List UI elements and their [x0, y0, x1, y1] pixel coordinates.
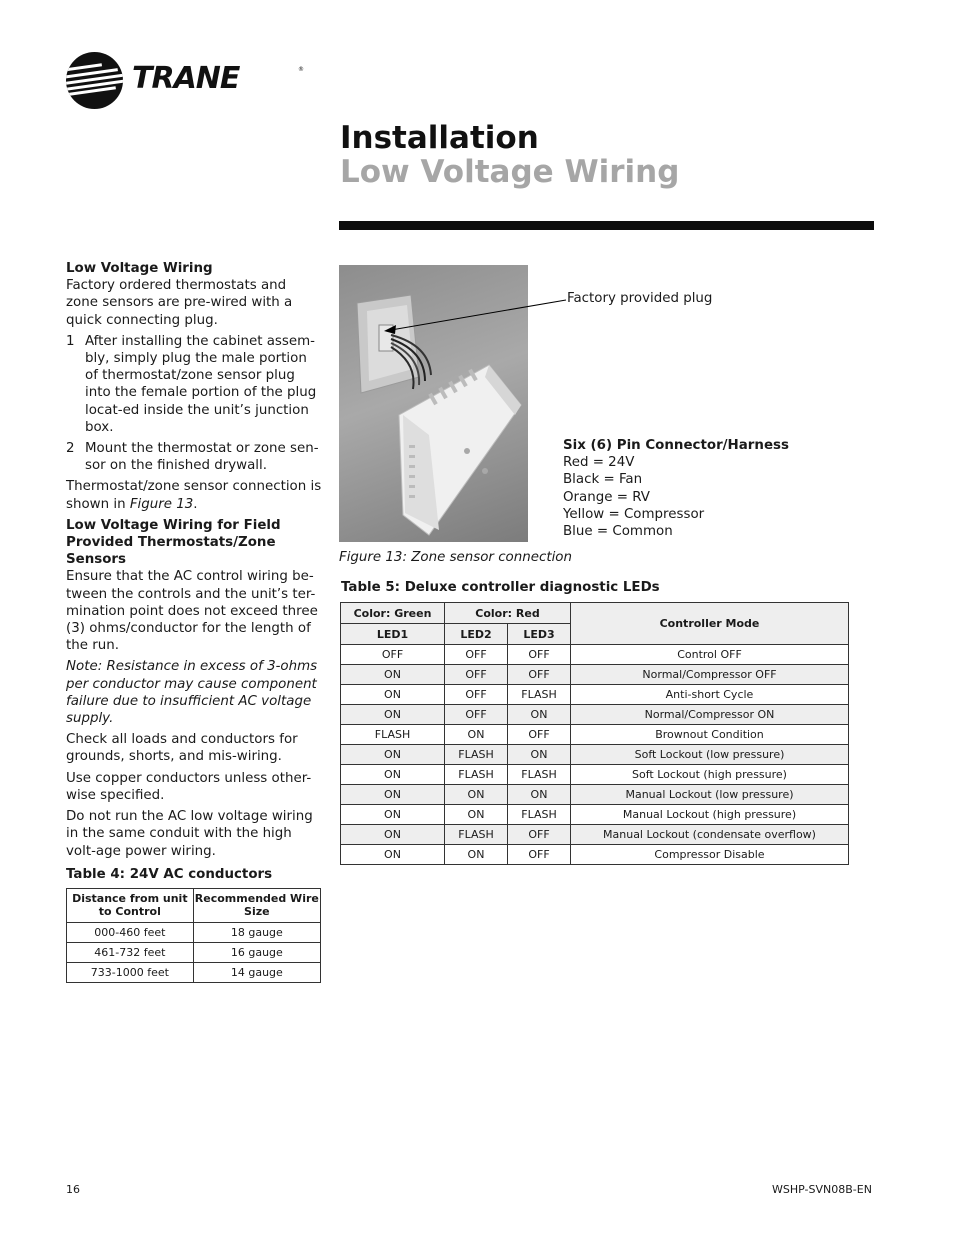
figure-reference-link[interactable]: Figure 13 — [129, 496, 194, 512]
diagnostic-table-body — [341, 645, 849, 865]
controller-mode-cell: Soft Lockout (low pressure) — [571, 745, 849, 765]
table-row — [341, 825, 849, 845]
section-heading-low-voltage: Low Voltage Wiring — [66, 261, 213, 276]
column-header: Recommended Wire Size — [193, 888, 320, 922]
led-state-cell: ON — [341, 845, 445, 865]
harness-line: Orange = RV — [563, 489, 650, 505]
section-heading-field-provided: Low Voltage Wiring for Field Provided Thermostats/Zone Sensors — [66, 517, 281, 568]
harness-legend — [563, 437, 789, 540]
led-state-cell: ON — [508, 745, 571, 765]
conductor-table — [66, 888, 321, 983]
column-header: Color: Red — [445, 603, 571, 624]
table-cell: 000-460 feet — [67, 922, 194, 942]
step-text: After installing the cabinet assem-bly, simply plug the male portion of thermostat/zone sensor plug into the female portion of the plug locat-ed inside the unit’s junction box. — [85, 333, 317, 435]
step-number: 2 — [66, 441, 75, 457]
table-cell: 18 gauge — [193, 922, 320, 942]
conduit-paragraph: Do not run the AC low voltage wiring in the same conduit with the high volt-age power wiring. — [66, 809, 313, 859]
table-row — [341, 765, 849, 785]
table-header-row — [341, 603, 849, 624]
trane-logo-mark — [66, 52, 123, 109]
led-state-cell: ON — [341, 685, 445, 705]
table-row — [341, 725, 849, 745]
controller-mode-cell: Control OFF — [571, 645, 849, 665]
table-row — [341, 685, 849, 705]
led-state-cell: OFF — [445, 665, 508, 685]
led-state-cell: OFF — [508, 725, 571, 745]
controller-mode-cell: Anti-short Cycle — [571, 685, 849, 705]
led-state-cell: ON — [508, 785, 571, 805]
table5-caption: Table 5: Deluxe controller diagnostic LEDs — [341, 580, 660, 595]
led-state-cell: FLASH — [341, 725, 445, 745]
logo-wordmark: TRANE — [132, 61, 240, 96]
step-item — [66, 333, 322, 436]
column-header: Color: Green — [341, 603, 445, 624]
diagnostic-table-wrapper — [340, 602, 849, 865]
resistance-note: Note: Resistance in excess of 3-ohms per conductor may cause component failure due to insufficient AC voltage supply. — [66, 659, 318, 727]
controller-mode-cell: Normal/Compressor OFF — [571, 665, 849, 685]
table-row — [341, 745, 849, 765]
table-cell: 733-1000 feet — [67, 962, 194, 982]
table-row — [67, 962, 321, 982]
led-state-cell: FLASH — [508, 805, 571, 825]
led-state-cell: FLASH — [508, 765, 571, 785]
led-state-cell: FLASH — [445, 765, 508, 785]
harness-line: Yellow = Compressor — [563, 506, 705, 522]
column-header: LED1 — [341, 624, 445, 645]
led-state-cell: ON — [445, 725, 508, 745]
column-header: Distance from unit to Control — [67, 888, 194, 922]
led-state-cell: OFF — [445, 645, 508, 665]
registered-mark: ® — [298, 66, 304, 73]
step-text: Mount the thermostat or zone sen-sor on the finished drywall. — [85, 441, 319, 474]
table-row — [67, 942, 321, 962]
led-state-cell: ON — [341, 705, 445, 725]
plug-label: Factory provided plug — [567, 291, 713, 306]
zone-sensor-illustration — [339, 265, 528, 542]
controller-mode-cell: Normal/Compressor ON — [571, 705, 849, 725]
figure-caption: Figure 13: Zone sensor connection — [339, 550, 572, 565]
table-cell: 14 gauge — [193, 962, 320, 982]
led-state-cell: ON — [341, 825, 445, 845]
connection-paragraph — [66, 478, 322, 512]
table-row — [67, 922, 321, 942]
led-state-cell: OFF — [445, 685, 508, 705]
table-row — [341, 785, 849, 805]
step-number: 1 — [66, 333, 75, 349]
zone-sensor-photo — [339, 265, 528, 542]
led-state-cell: OFF — [445, 705, 508, 725]
controller-mode-cell: Manual Lockout (low pressure) — [571, 785, 849, 805]
controller-mode-cell: Compressor Disable — [571, 845, 849, 865]
table-row — [341, 805, 849, 825]
led-state-cell: OFF — [341, 645, 445, 665]
page-number: 16 — [66, 1183, 80, 1196]
column-header: LED2 — [445, 624, 508, 645]
controller-mode-cell: Manual Lockout (condensate overflow) — [571, 825, 849, 845]
table-row — [341, 645, 849, 665]
led-state-cell: ON — [341, 785, 445, 805]
led-state-cell: ON — [341, 765, 445, 785]
controller-mode-cell: Soft Lockout (high pressure) — [571, 765, 849, 785]
led-state-cell: FLASH — [445, 825, 508, 845]
diagnostic-led-table — [340, 602, 849, 865]
led-state-cell: FLASH — [445, 745, 508, 765]
step-item — [66, 440, 322, 474]
intro-paragraph: Factory ordered thermostats and zone sensors are pre-wired with a quick connecting plug. — [66, 278, 293, 328]
column-header: LED3 — [508, 624, 571, 645]
table-header-row — [67, 888, 321, 922]
led-state-cell: OFF — [508, 825, 571, 845]
led-state-cell: ON — [445, 805, 508, 825]
led-state-cell: ON — [445, 845, 508, 865]
copper-paragraph: Use copper conductors unless other-wise specified. — [66, 770, 312, 803]
table-row — [341, 665, 849, 685]
left-column — [66, 260, 322, 983]
led-state-cell: ON — [341, 665, 445, 685]
harness-line: Red = 24V — [563, 455, 635, 471]
table-row — [341, 845, 849, 865]
led-state-cell: ON — [341, 805, 445, 825]
led-state-cell: OFF — [508, 645, 571, 665]
led-state-cell: ON — [508, 705, 571, 725]
controller-mode-cell: Manual Lockout (high pressure) — [571, 805, 849, 825]
header-rule — [339, 221, 874, 230]
led-state-cell: ON — [445, 785, 508, 805]
led-state-cell: FLASH — [508, 685, 571, 705]
column-header: Controller Mode — [571, 603, 849, 645]
page-subtitle: Low Voltage Wiring — [340, 154, 680, 190]
resistance-paragraph: Ensure that the AC control wiring be-tween the controls and the unit’s ter-mination point does not exceed three (3) ohms/conductor for the length of the run. — [66, 569, 318, 654]
page-title: Installation — [340, 120, 539, 156]
harness-heading: Six (6) Pin Connector/Harness — [563, 438, 789, 453]
document-id: WSHP-SVN08B-EN — [772, 1183, 872, 1196]
connection-suffix: . — [193, 496, 198, 512]
check-loads-paragraph: Check all loads and conductors for grounds, shorts, and mis-wiring. — [66, 732, 298, 765]
connection-text: Thermostat/zone sensor connection is shown in — [66, 479, 322, 512]
led-state-cell: ON — [341, 745, 445, 765]
controller-mode-cell: Brownout Condition — [571, 725, 849, 745]
harness-line: Black = Fan — [563, 472, 643, 488]
harness-line: Blue = Common — [563, 524, 673, 540]
table-cell: 16 gauge — [193, 942, 320, 962]
table-row — [341, 705, 849, 725]
install-steps — [66, 333, 322, 475]
led-state-cell: OFF — [508, 665, 571, 685]
trane-logo — [66, 52, 304, 110]
led-state-cell: OFF — [508, 845, 571, 865]
table4-caption: Table 4: 24V AC conductors — [66, 866, 273, 882]
table-cell: 461-732 feet — [67, 942, 194, 962]
